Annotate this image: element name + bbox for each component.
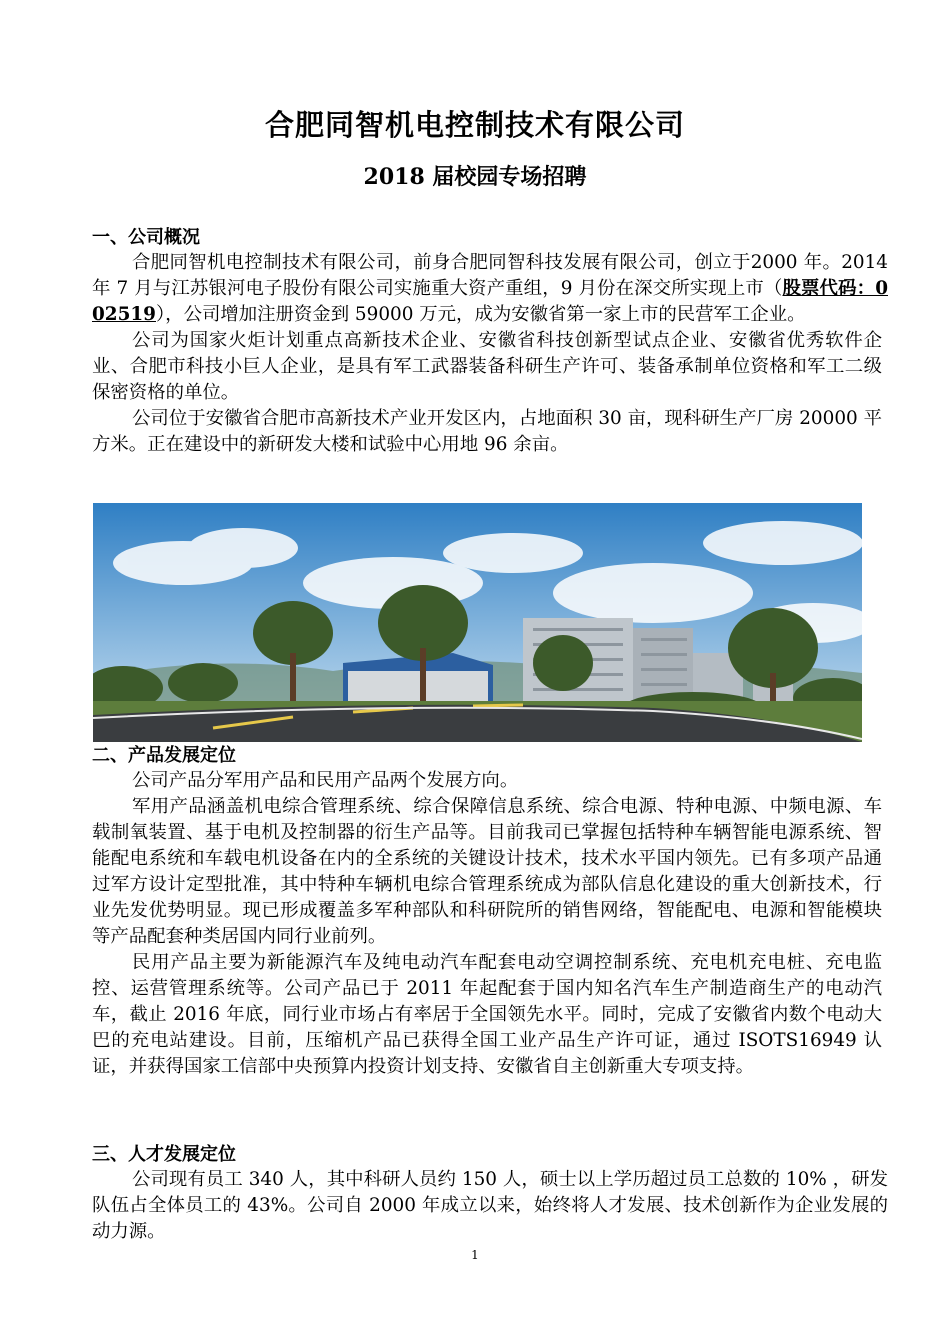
paragraph: [92, 250, 888, 328]
campus-photo-illustration: [93, 503, 862, 742]
paragraph: 军用产品涵盖机电综合管理系统、综合保障信息系统、综合电源、特种电源、中频电源、车载制氧装置、基于电机及控制器的衍生产品等。目前我司已掌握包括特种车辆智能电源系统、智能配电系统和车载电机设备在内的全系统的关键设计技术，技术水平国内领先。已有多项产品通过军方设计定型批准，其中特种车辆机电综合管理系统成为部队信息化建设的重大创新技术，行业先发优势明显。现已形成覆盖多军种部队和科研院所的销售网络，智能配电、电源和智能模块等产品配套种类居国内同行业前列。: [92, 796, 882, 947]
paragraph: 公司为国家火炬计划重点高新技术企业、安徽省科技创新型试点企业、安徽省优秀软件企业、合肥市科技小巨人企业，是具有军工武器装备科研生产许可、装备承制单位资格和军工二级保密资格的单位。: [92, 330, 882, 403]
paragraph-text: ），公司增加注册资金到 59000 万元，成为安徽省第一家上市的民营军工企业。: [155, 304, 806, 325]
document-subtitle: 2018 届校园专场招聘: [363, 164, 587, 190]
paragraph: 民用产品主要为新能源汽车及纯电动汽车配套电动空调控制系统、充电机充电桩、充电监控、运营管理系统等。公司产品已于 2011 年起配套于国内知名汽车生产制造商生产的电动汽车，截止 2016 年底，同行业市场占有率居于全国领先水平。同时，完成了安徽省内数个电动大巴的充电站建设。目前，压缩机产品已获得全国工业产品生产许可证，通过 ISOTS16949 认证，并获得国家工信部中央预算内投资计划支持、安徽省自主创新重大专项支持。: [92, 952, 882, 1077]
document-title: 合肥同智机电控制技术有限公司: [264, 108, 685, 142]
section-product-positioning: [92, 744, 882, 1080]
section-heading: 一、公司概况: [92, 227, 200, 248]
paragraph-text: 合肥同智机电控制技术有限公司，前身合肥同智科技发展有限公司，创立于2000 年。2014 年 7 月与江苏银河电子股份有限公司实施重大资产重组，9 月份在深交所实现上市（: [92, 252, 888, 299]
paragraph: 公司产品分军用产品和民用产品两个发展方向。: [132, 770, 519, 791]
campus-photo: [93, 503, 862, 742]
section-talent-positioning: [92, 1143, 889, 1245]
section-heading: 三、人才发展定位: [92, 1144, 236, 1165]
stock-code: 股票代码：002519: [92, 278, 888, 325]
page-number: 1: [471, 1248, 479, 1262]
paragraph: 公司现有员工 340 人，其中科研人员约 150 人，硕士以上学历超过员工总数的 10% ，研发队伍占全体员工的 43%。公司自 2000 年成立以来，始终将人才发展、技术创新作为企业发展的动力源。: [92, 1169, 889, 1242]
section-company-overview: [92, 226, 888, 458]
section-heading: 二、产品发展定位: [92, 745, 236, 766]
paragraph: 公司位于安徽省合肥市高新技术产业开发区内，占地面积 30 亩，现科研生产厂房 20000 平方米。正在建设中的新研发大楼和试验中心用地 96 余亩。: [92, 408, 882, 455]
